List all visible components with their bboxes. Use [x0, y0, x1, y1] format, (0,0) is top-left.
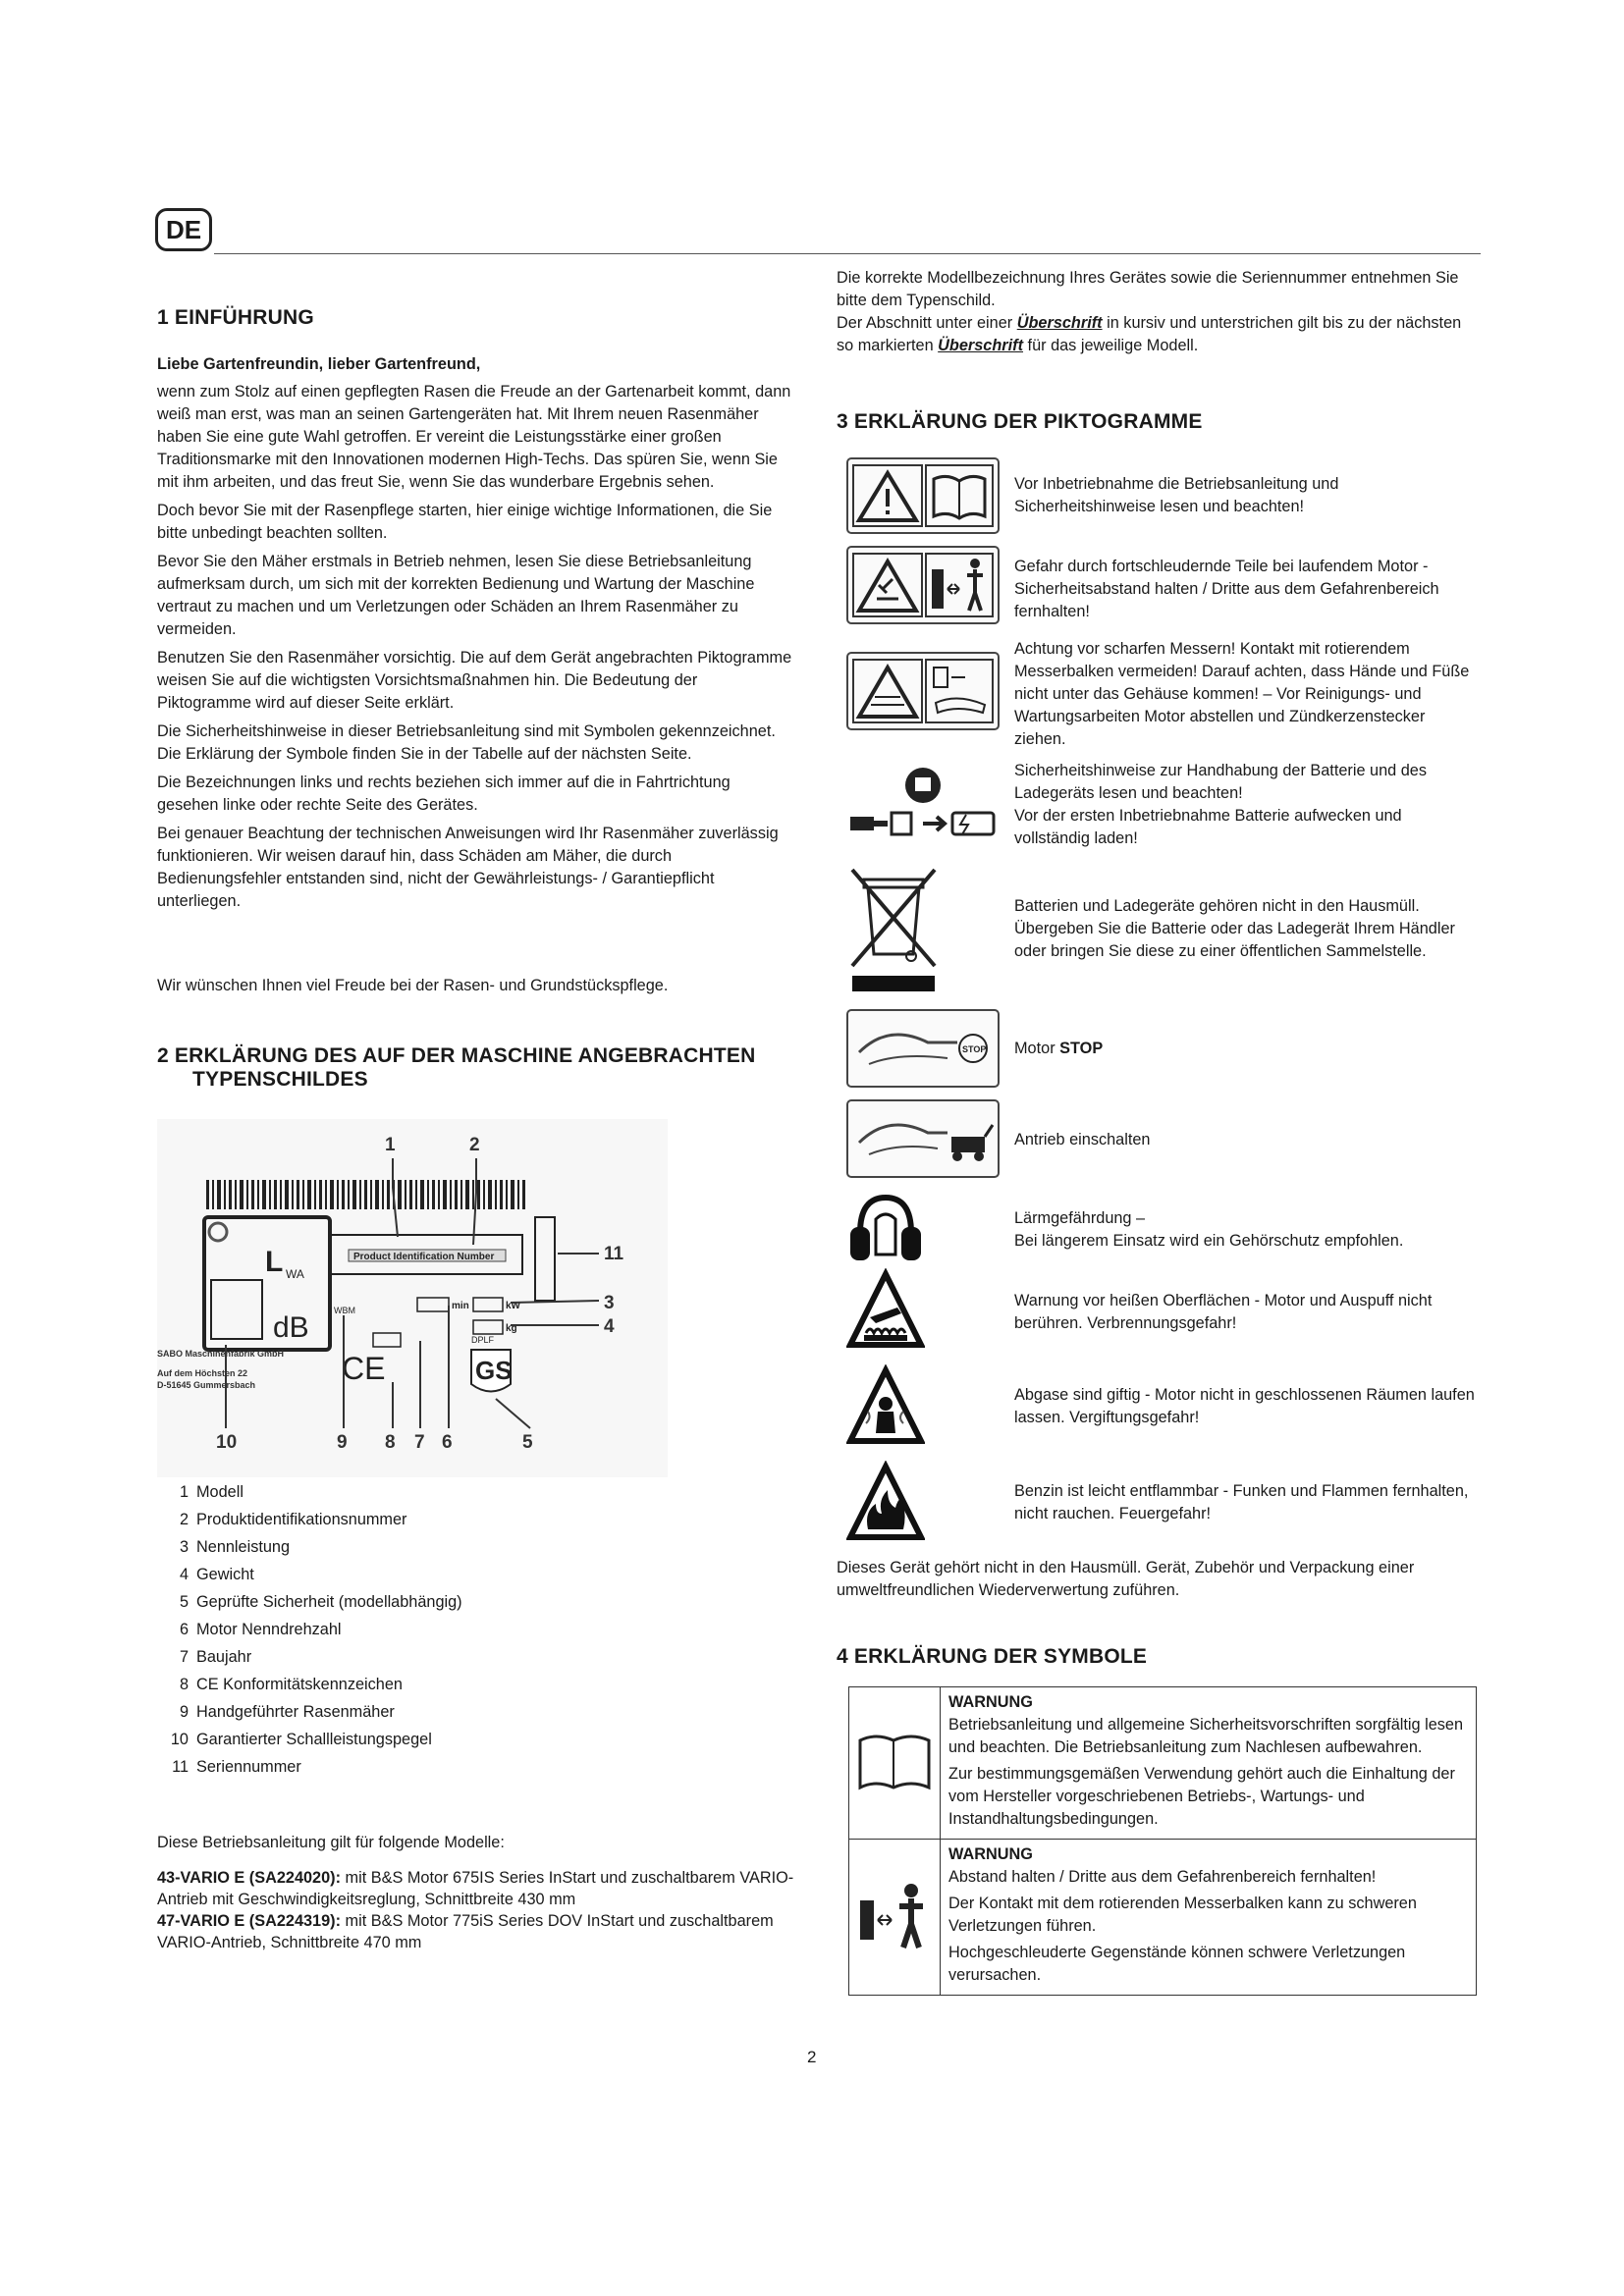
legend-item: 9 Handgeführter Rasenmäher	[179, 1703, 395, 1721]
lwa-sub: WA	[286, 1267, 304, 1281]
legend-item: 4 Gewicht	[179, 1566, 254, 1583]
kw-label: kW	[506, 1301, 520, 1311]
legend-item: 11 Seriennummer	[172, 1758, 301, 1776]
header-divider	[214, 253, 1481, 254]
symbols-table	[848, 1686, 1477, 1996]
callout-number: 4	[604, 1316, 615, 1337]
arrow-right-icon	[923, 817, 945, 830]
legend-item: 3 Nennleistung	[179, 1538, 291, 1556]
picto-text: Antrieb einschalten	[1014, 1131, 1151, 1148]
greeting: Liebe Gartenfreundin, lieber Gartenfreund,	[157, 355, 481, 373]
min-label: min	[452, 1301, 469, 1311]
callout-number: 6	[442, 1432, 453, 1453]
intro-line: Die korrekte Modellbezeichnung Ihres Gerätes sowie die Seriennummer entnehmen Sie bitte dem Typenschild.	[837, 269, 1459, 309]
table-row	[849, 1840, 1477, 1996]
picto-read-manual	[846, 457, 1000, 534]
callout-number: 11	[604, 1244, 624, 1264]
models-intro: Diese Betriebsanleitung gilt für folgende Modelle:	[157, 1834, 505, 1851]
picto-text: Warnung vor heißen Oberflächen - Motor und Auspuff nicht berühren. Verbrennungsgefahr!	[1014, 1292, 1433, 1332]
picto-text: Achtung vor scharfen Messern! Kontakt mit rotierendem Messerbalken vermeiden! Darauf achten, dass Hände und Füße nicht unter das Gehäuse kommen! – Vor Reinigungs- und Wartungsarbeiten Motor abstellen und Zündkerzenstecker ziehen.	[1014, 640, 1470, 748]
legend-item: 10 Garantierter Schallleistungspegel	[170, 1731, 432, 1748]
spark-plug-icon	[934, 667, 947, 687]
models-list	[157, 1867, 805, 1953]
callout-number: 9	[337, 1432, 348, 1453]
section-1-title: 1 EINFÜHRUNG	[157, 306, 314, 329]
kg-label: kg	[506, 1323, 517, 1334]
battery-icon	[952, 813, 994, 834]
picto-flammable	[846, 1461, 925, 1545]
hot-surface-icon	[850, 1274, 921, 1345]
model-entry: 47-VARIO E (SA224319): mit B&S Motor 775iS Series DOV InStart und zuschaltbarem VARIO-Antrieb, Schnittbreite 470 mm	[157, 1912, 774, 1951]
callout-number: 2	[469, 1135, 480, 1155]
callout-number: 8	[385, 1432, 396, 1453]
section-2-title-line1: 2 ERKLÄRUNG DES AUF DER MASCHINE ANGEBRACHTEN	[157, 1044, 756, 1067]
picto-thrown-objects	[846, 546, 1000, 624]
type-plate-legend	[167, 1478, 658, 1781]
legend-item: 1 Modell	[179, 1483, 244, 1501]
gs-mark: GS	[475, 1356, 513, 1385]
model-entry: 43-VARIO E (SA224020): mit B&S Motor 675IS Series InStart und zuschaltbarem VARIO-Antrieb mit Geschwindigkeitsreglung, Schnittbreite 430 mm	[157, 1869, 794, 1908]
picto-text: Abgase sind giftig - Motor nicht in geschlossenen Räumen laufen lassen. Vergiftungsgefahr!	[1014, 1386, 1475, 1426]
model-intro	[837, 267, 1480, 357]
page-number: 2	[807, 2048, 817, 2066]
company-city: D-51645 Gummersbach	[157, 1380, 256, 1390]
company-address: Auf dem Höchsten 22	[157, 1368, 248, 1378]
legend-item: 5 Geprüfte Sicherheit (modellabhängig)	[179, 1593, 462, 1611]
picto-text: Lärmgefährdung – Bei längerem Einsatz wird ein Gehörschutz empfohlen.	[1014, 1209, 1404, 1250]
section-2-title	[157, 1044, 805, 1092]
mower-icon	[951, 1137, 985, 1152]
picto-hot-surface	[846, 1268, 925, 1353]
picto-text: Vor Inbetriebnahme die Betriebsanleitung und Sicherheitshinweise lesen und beachten!	[1014, 475, 1339, 515]
intro-text	[157, 381, 795, 919]
paragraph: Doch bevor Sie mit der Rasenpflege starten, hier einige wichtige Informationen, die Sie bitte unbedingt beachten sollten.	[157, 502, 773, 542]
picto-hearing-protection	[846, 1190, 925, 1268]
picto-sharp-blades	[846, 652, 1000, 730]
paragraph: Die Bezeichnungen links und rechts beziehen sich immer auf die in Fahrtrichtung gesehen linke oder rechte Seite des Gerätes.	[157, 774, 731, 814]
paragraph: Benutzen Sie den Rasenmäher vorsichtig. Die auf dem Gerät angebrachten Piktogramme weisen Sie auf die wichtigsten Vorsichtsmaßnahmen hin. Die Bedeutung der Piktogramme wird auf dieser Seite erklärt.	[157, 649, 792, 712]
legend-item: 8 CE Konformitätskennzeichen	[179, 1676, 403, 1693]
section-3-title: 3 ERKLÄRUNG DER PIKTOGRAMME	[837, 410, 1203, 433]
paragraph: wenn zum Stolz auf einen gepflegten Rasen die Freude an der Gartenarbeit kommt, dann weiß man erst, was man an seinen Gartengeräten hat. Mit Ihrem neuen Rasenmäher haben Sie eine gute Wahl getroffen. Er vereint die Leistungsstärke einer großen Traditionsmarke mit den Innovationen modernen High-Techs. Das spüren Sie, wenn Sie mit ihm arbeiten, und das freut Sie, wenn Sie das wunderbare Ergebnis sehen.	[157, 383, 791, 491]
wbm-label: WBM	[334, 1306, 355, 1315]
type-plate-diagram	[157, 1119, 668, 1477]
callout-number: 1	[385, 1135, 396, 1155]
picto-text: Gefahr durch fortschleudernde Teile bei laufendem Motor - Sicherheitsabstand halten / Dritte aus dem Gefahrenbereich fernhalten!	[1014, 558, 1439, 620]
picto-text: Batterien und Ladegeräte gehören nicht in den Hausmüll. Übergeben Sie die Batterie oder das Ladegerät Ihrem Händler oder bringen Sie diese zu einer öffentlichen Sammelstelle.	[1014, 897, 1455, 960]
table-row	[849, 1687, 1477, 1840]
plug-icon	[850, 817, 874, 830]
picto-text: Motor STOP	[1014, 1040, 1104, 1057]
pin-label: Product Identification Number	[353, 1252, 495, 1262]
legend-item: 2 Produktidentifikationsnummer	[179, 1511, 407, 1528]
handle-icon	[859, 1125, 947, 1143]
symbol-text-cell: WARNUNG Betriebsanleitung und allgemeine Sicherheitsvorschriften sorgfältig lesen und beachten. Die Betriebsanleitung zum Nachlesen aufbewahren. Zur bestimmungsgemäßen Verwendung gehört auch die Einhaltung der vom Hersteller vorgeschriebenen Betriebs-, Wartungs- und Instandhaltungsbedingungen.	[941, 1687, 1477, 1840]
callout-number: 5	[522, 1432, 533, 1453]
callout-number: 7	[414, 1432, 425, 1453]
person-icon	[970, 559, 980, 568]
symbol-icon-cell	[849, 1840, 941, 1996]
company-name: SABO Maschinenfabrik GmbH	[157, 1349, 285, 1359]
paragraph: Bevor Sie den Mäher erstmals in Betrieb nehmen, lesen Sie diese Betriebsanleitung aufmerksam durch, um sich mit der korrekten Bedienung und Wartung der Maschine vertraut zu machen und um Verletzungen oder Schäden an Ihrem Rasenmäher zu vermeiden.	[157, 553, 755, 638]
picto-text: Sicherheitshinweise zur Handhabung der Batterie und des Ladegeräts lesen und beachten! Vor der ersten Inbetriebnahme Batterie aufwecken und vollständig laden!	[1014, 762, 1427, 847]
language-badge: DE	[155, 208, 212, 251]
dplf-label: DPLF	[471, 1335, 495, 1345]
disposal-note: Dieses Gerät gehört nicht in den Hausmüll. Gerät, Zubehör und Verpackung einer umweltfreundlichen Wiederverwertung zuführen.	[837, 1559, 1415, 1599]
paragraph: Bei genauer Beachtung der technischen Anweisungen wird Ihr Rasenmäher zuverlässig funktionieren. Wir weisen darauf hin, dass Schäden am Mäher, die durch Bedienungsfehler entstanden sind, nicht der Gewährleistungs- / Garantiepflicht unterliegen.	[157, 825, 779, 910]
callout-number: 10	[216, 1432, 238, 1453]
keep-distance-icon	[854, 1877, 935, 1953]
section-2-title-line2: TYPENSCHILDES	[192, 1068, 368, 1091]
barcode-graphic	[206, 1180, 525, 1209]
picto-motor-stop	[846, 1009, 1000, 1088]
lwa-label: L	[265, 1246, 284, 1278]
section-4-title: 4 ERKLÄRUNG DER SYMBOLE	[837, 1645, 1148, 1668]
svg-text:STOP: STOP	[962, 1044, 987, 1054]
closing-text: Wir wünschen Ihnen viel Freude bei der Rasen- und Grundstückspflege.	[157, 977, 669, 994]
picto-toxic-fumes	[846, 1364, 925, 1449]
handle-icon	[859, 1035, 957, 1052]
picto-text: Benzin ist leicht entflammbar - Funken und Flammen fernhalten, nicht rauchen. Feuergefahr!	[1014, 1482, 1469, 1522]
picto-weee-bin	[846, 864, 941, 995]
db-label: dB	[273, 1311, 309, 1344]
intro-line: Der Abschnitt unter einer Überschrift in kursiv und unterstrichen gilt bis zu der nächsten so markierten Überschrift für das jeweilige Modell.	[837, 314, 1462, 354]
picto-battery-charger	[846, 764, 1000, 848]
warning-icon	[859, 667, 916, 717]
legend-item: 6 Motor Nenndrehzahl	[179, 1621, 342, 1638]
book-icon	[854, 1727, 935, 1795]
callout-number: 3	[604, 1293, 615, 1313]
symbol-text-cell: WARNUNG Abstand halten / Dritte aus dem Gefahrenbereich fernhalten! Der Kontakt mit dem rotierenden Messerbalken kann zu schweren Verletzungen führen. Hochgeschleuderte Gegenstände können schwere Verletzungen verursachen.	[941, 1840, 1477, 1996]
manual-icon	[936, 698, 985, 713]
legend-item: 7 Baujahr	[179, 1648, 252, 1666]
paragraph: Die Sicherheitshinweise in dieser Betriebsanleitung sind mit Symbolen gekennzeichnet. Die Erklärung der Symbole finden Sie in der Tabelle auf der nächsten Seite.	[157, 722, 776, 763]
symbol-icon-cell	[849, 1687, 941, 1840]
ce-mark: CE	[342, 1351, 386, 1386]
picto-drive-engage	[846, 1099, 1000, 1178]
